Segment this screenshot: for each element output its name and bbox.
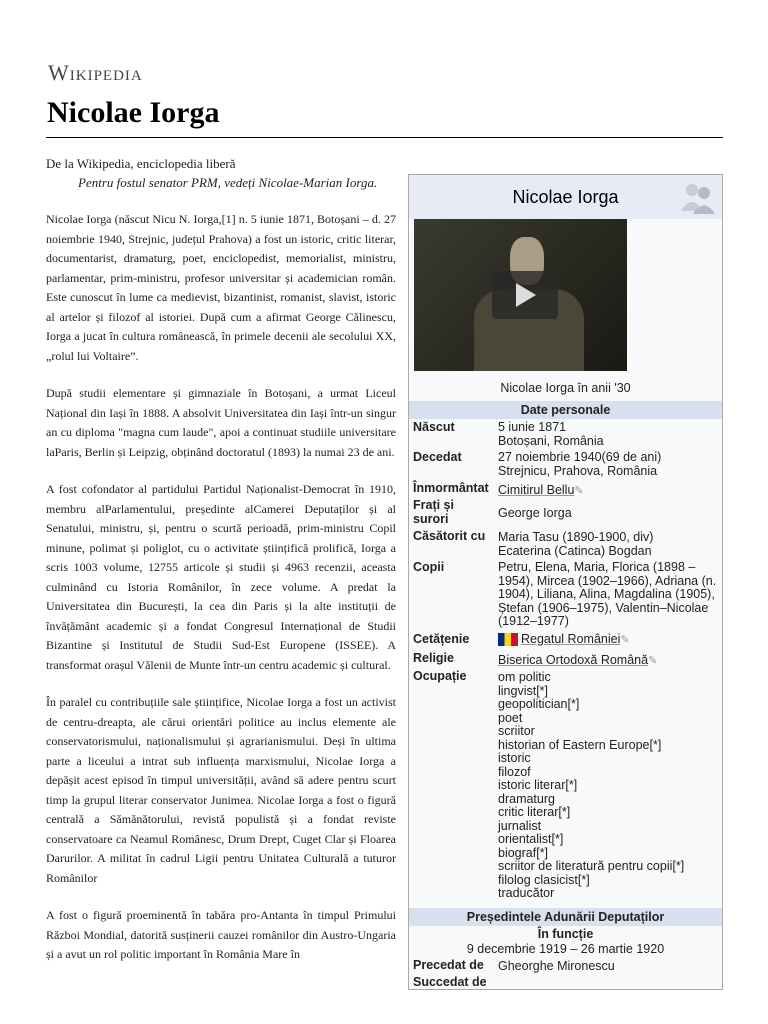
value-born: 5 iunie 1871 Botoșani, România (498, 420, 604, 448)
article-paragraph-1: Nicolae Iorga (născut Nicu N. Iorga,[1] n. 5 iunie 1871, Botoșani – d. 27 noiembrie 1940, Strejnic, județul Prahova) a fost un istoric, critic literar, documentarist, dramaturg, poet, enciclopedist, memorialist, ministru, parlamentar, prim-ministru, profesor universitar și academician român. Este cunoscut în lume ca medievist, bizantinist, romanist, slavist, istoric al artelor și filozof al istoriei. După cum a afirmat George Călinescu, Iorga a jucat în cultura românească, în primele decenii ale secolului XX, „rolul lui Voltaire”. (46, 212, 396, 363)
value-siblings: George Iorga (498, 506, 572, 520)
hatnote: Pentru fostul senator PRM, vedeți Nicolae-Marian Iorga. (78, 175, 378, 190)
edit-icon[interactable]: ✎ (574, 485, 584, 497)
portrait-video[interactable] (414, 219, 627, 371)
citizenship-link[interactable]: Regatul României (521, 632, 621, 646)
buried-link[interactable]: Cimitirul Bellu (498, 483, 575, 497)
edit-icon[interactable]: ✎ (620, 634, 630, 646)
romania-flag-icon (498, 633, 518, 646)
label-succeeded: Succedat de (413, 975, 487, 989)
value-preceded[interactable]: Gheorghe Mironescu (498, 959, 615, 973)
label-buried: Înmormântat (413, 481, 489, 495)
infobox-title: Nicolae Iorga (512, 187, 619, 207)
value-buried (498, 484, 720, 499)
image-caption: Nicolae Iorga în anii '30 (500, 381, 631, 395)
infobox-header (409, 175, 722, 219)
label-preceded: Precedat de (413, 958, 484, 972)
article-paragraph-5: A fost o figură proeminentă în tabăra pro-Antanta în timpul Primului Război Mondial, datorită susținerii cauzei românilor din Austro-Ungaria și a avut un rol politic important în România Mare în (46, 908, 396, 961)
article-paragraph-3: A fost cofondator al partidului Partidul Naționalist-Democrat în 1910, membru alParlamentului, președinte alCamerei Deputaților și al Senatului, ministru, și, pentru o scurtă perioadă, prim-ministru Copil minune, polimat și poliglot, cu o activitate științifică prolifică, Iorga a scris 1003 volume, 12755 articole și studii și 4963 recenzii, aceasta culminând cu Istoria Românilor, în zece volume. A predat la Universitatea din București, la cea din Paris și la alte instituții de învățământ academic și a fondat Congresul Internațional de Studii Bizantine și Institutul de Studii Sud-Est Europene (ISSEE). A transformat orașul Vălenii de Munte într-un centru academic și cultural. (46, 482, 396, 672)
play-icon[interactable] (492, 271, 558, 319)
label-siblings: Frați și surori (413, 498, 454, 526)
section-office: Președintele Adunării Deputaților (409, 908, 722, 926)
religion-link[interactable]: Biserica Ortodoxă Română (498, 653, 649, 667)
value-citizenship (498, 633, 720, 648)
infobox (408, 174, 723, 990)
value-occupation: om politic lingvist[*] geopolitician[*] poet scriitor historian of Eastern Europe[*] istoric filozof istoric literar[*] dramaturg critic literar[*] jurnalist orientalist[*] biograf[*] scriitor de literatură pentru copii[*] filolog clasicist[*] traducător (498, 670, 685, 900)
article-body (46, 210, 396, 983)
label-spouse: Căsătorit cu (413, 529, 486, 543)
section-personal: Date personale (409, 401, 722, 419)
label-occupation: Ocupație (413, 669, 467, 683)
label-religion: Religie (413, 651, 454, 665)
in-office-dates: 9 decembrie 1919 – 26 martie 1920 (466, 942, 665, 956)
in-office-label: În funcție (537, 927, 594, 941)
label-born: Născut (413, 420, 455, 434)
tagline: De la Wikipedia, enciclopedia liberă (46, 156, 236, 171)
value-children: Petru, Elena, Maria, Florica (1898 – 1954), Mircea (1902–1966), Adriana (n. 1904), Liliana, Alina, Magdalina (1905), Ștefan (1906–1975), Valentin–Nicolae (1912–1977) (498, 560, 717, 628)
label-died: Decedat (413, 450, 462, 464)
label-children: Copii (413, 560, 445, 574)
value-religion (498, 654, 720, 669)
wikipedia-logo[interactable]: Wikipedia (48, 60, 143, 85)
people-icon (678, 179, 716, 215)
edit-icon[interactable]: ✎ (648, 655, 658, 667)
title-divider (46, 137, 723, 138)
label-citizenship: Cetățenie (413, 632, 470, 646)
article-paragraph-2: După studii elementare și gimnaziale în Botoșani, a urmat Liceul Național din Iași în 1888. A absolvit Universitatea din Iași într-un singur an cu diploma "magna cum laude", apoi a continuat studiile universitare laParis, Berlin și Leipzig, obținând doctoratul (1893) la numai 23 de ani. (46, 386, 396, 459)
value-spouse: Maria Tasu (1890-1900, div) Ecaterina (Catinca) Bogdan (498, 530, 654, 558)
page-title: Nicolae Iorga (47, 96, 220, 129)
article-paragraph-4: În paralel cu contribuțiile sale științifice, Nicolae Iorga a fost un activist de centru-dreapta, ale cărui orientări politice au inclus elemente ale conservatorismului, naționalismului și agrarianismului. Deși în ultima parte a liceului a intrat sub influența marxismului, Nicolae Iorga a depășit acest episod în timpul universității, având să adere pentru scurt timp la grupul literar conservator Junimea. Nicolae Iorga a fost o figură centrală a Sămănătorului, revistă populistă și a fondat reviste conservatoare ca Neamul Românesc, Drum Drept, Cuget Clar și Floarea Darurilor. A militat în cadrul Ligii pentru Unitatea Culturală a tuturor Românilor (46, 695, 396, 885)
value-died: 27 noiembrie 1940(69 de ani) Strejnicu, Prahova, România (498, 450, 662, 478)
